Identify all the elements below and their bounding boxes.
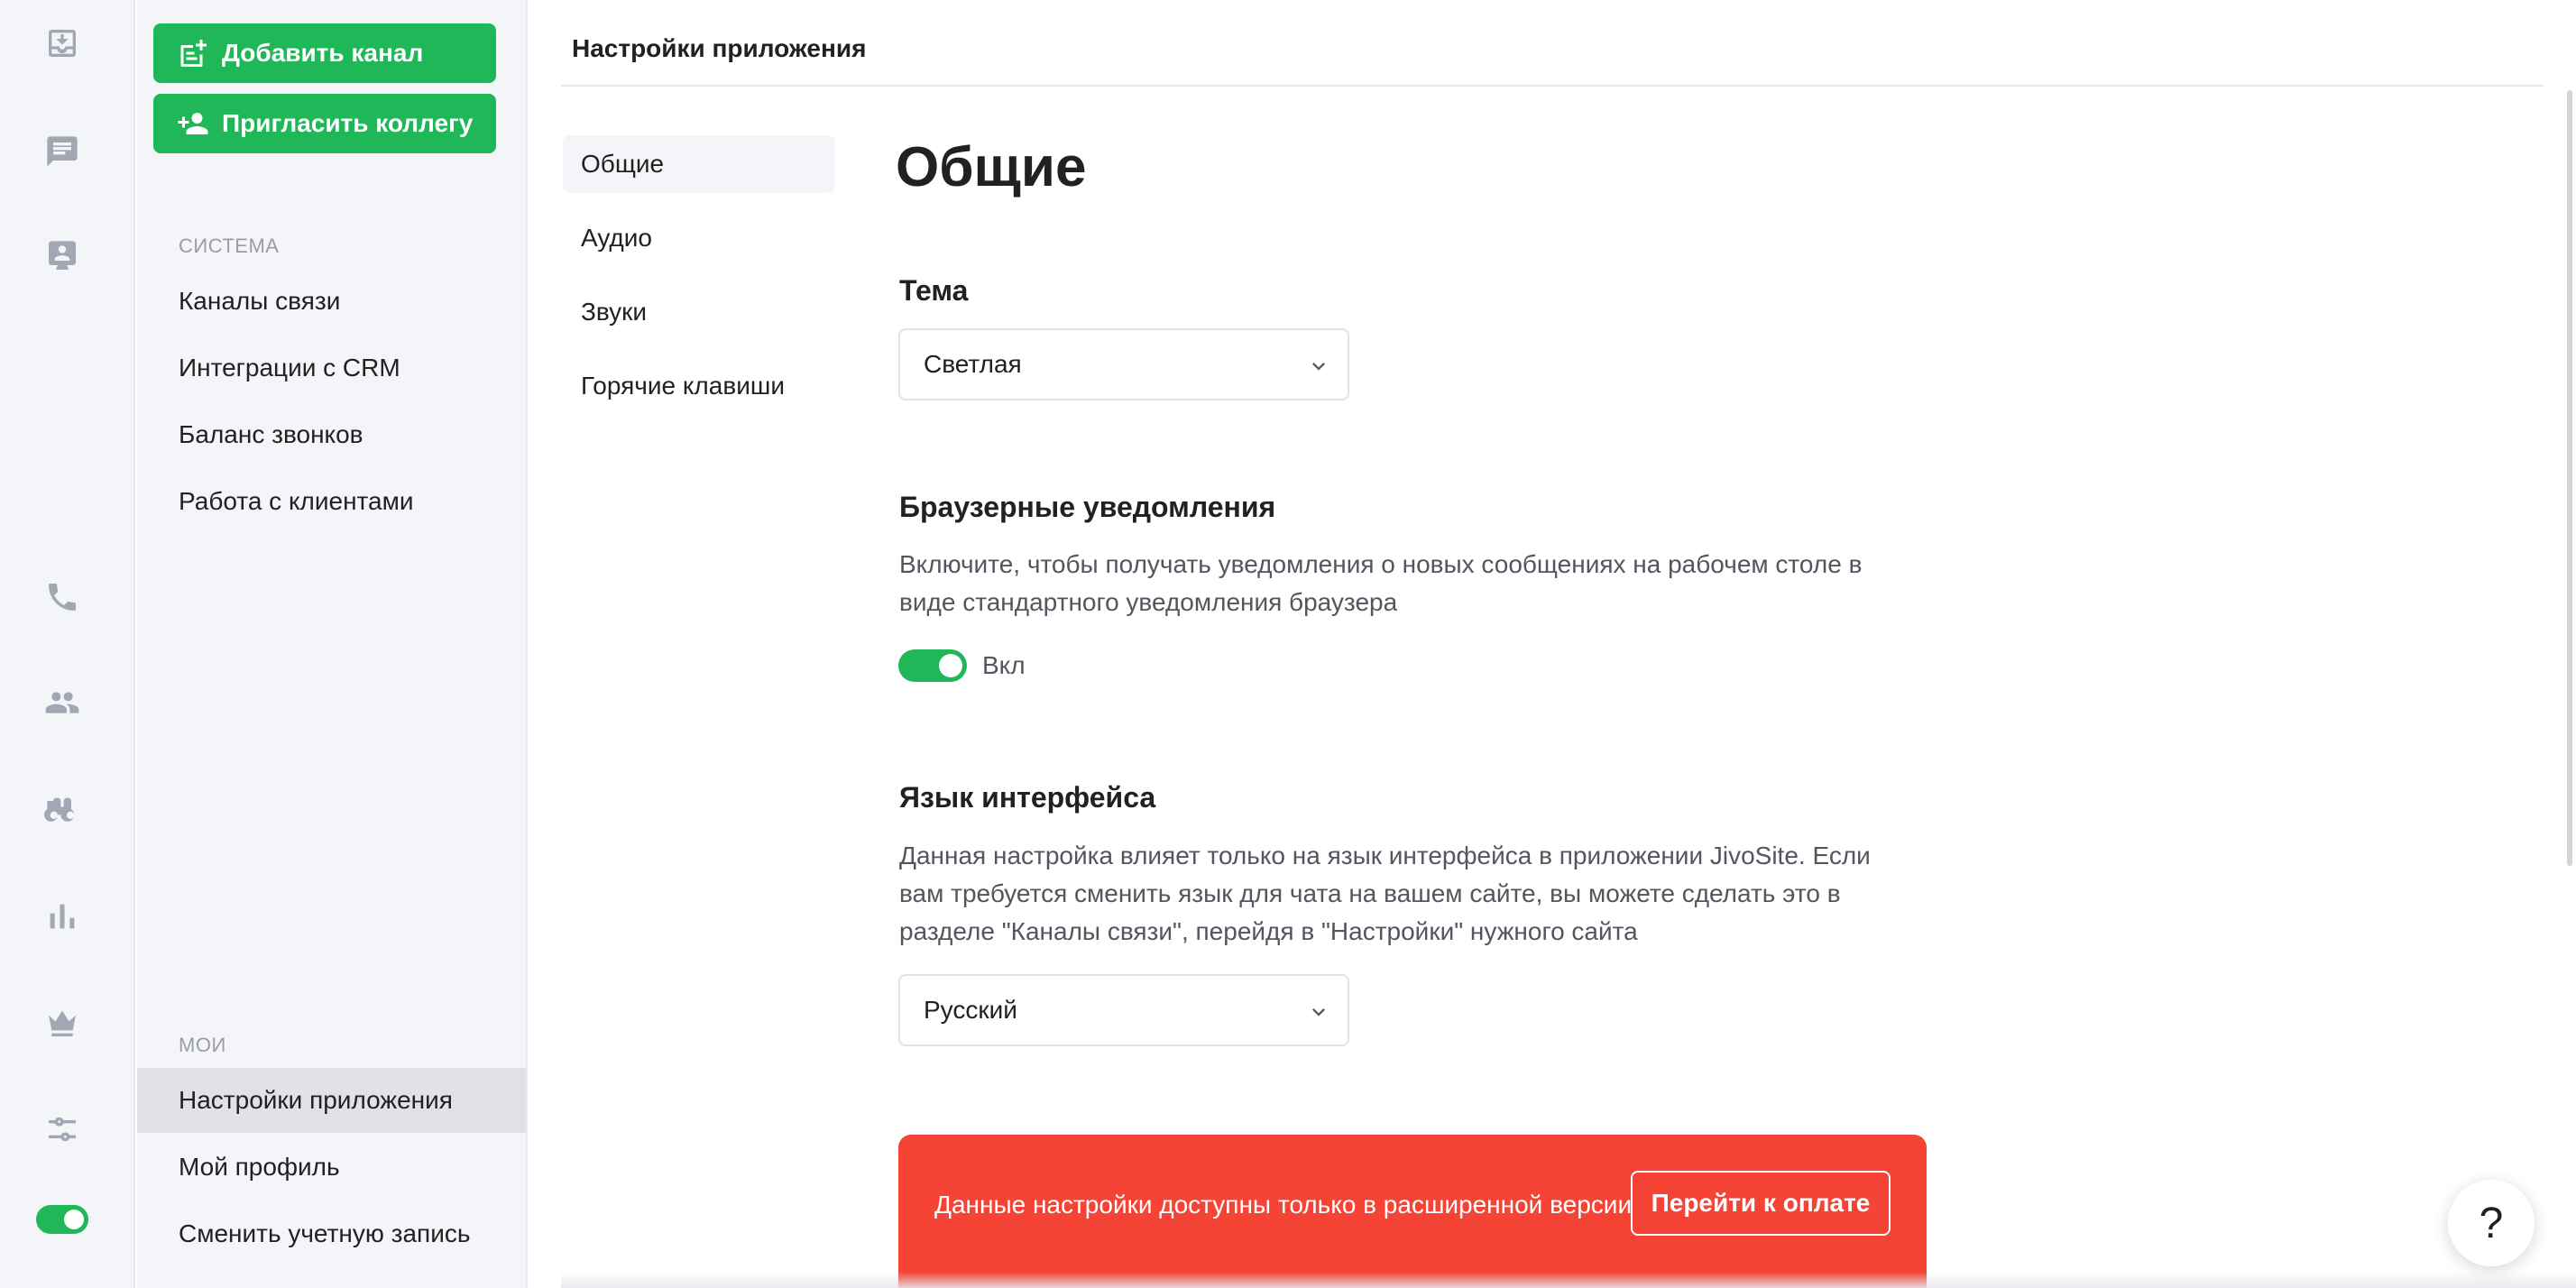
system-section-title: СИСТЕМА <box>179 235 280 257</box>
sidebar-item-app-settings[interactable]: Настройки приложения <box>137 1068 526 1133</box>
notifications-toggle-label: Вкл <box>982 651 1026 679</box>
sidebar-item-client-work[interactable]: Работа с клиентами <box>179 487 414 515</box>
notifications-toggle[interactable] <box>898 649 967 682</box>
invite-colleague-button[interactable] <box>153 94 496 153</box>
icon-rail <box>0 0 135 1288</box>
help-button[interactable]: ? <box>2448 1180 2535 1266</box>
add-channel-label: Добавить канал <box>222 39 424 67</box>
mine-section-title: МОИ <box>179 1034 226 1056</box>
theme-heading: Тема <box>899 274 969 307</box>
language-heading: Язык интерфейса <box>899 781 1156 814</box>
subnav-hotkeys[interactable]: Горячие клавиши <box>581 372 785 400</box>
binoculars-icon[interactable] <box>37 785 87 835</box>
chevron-down-icon <box>1306 354 1331 379</box>
team-icon[interactable] <box>37 677 87 728</box>
inbox-icon[interactable] <box>37 18 87 69</box>
chevron-down-icon <box>1306 999 1331 1025</box>
add-channel-icon <box>177 37 209 69</box>
subnav-general[interactable]: Общие <box>563 135 835 193</box>
theme-select[interactable] <box>898 328 1349 400</box>
sidebar-item-call-balance[interactable]: Баланс звонков <box>179 420 363 448</box>
sidebar <box>137 0 528 1288</box>
add-person-icon <box>177 107 209 140</box>
sidebar-item-my-profile[interactable]: Мой профиль <box>179 1153 340 1181</box>
page-header-title: Настройки приложения <box>572 34 867 62</box>
page-header <box>561 0 2544 87</box>
subnav-audio[interactable]: Аудио <box>581 224 652 252</box>
phone-icon[interactable] <box>37 572 87 622</box>
notifications-heading: Браузерные уведомления <box>899 491 1276 523</box>
invite-colleague-label: Пригласить коллегу <box>222 109 474 137</box>
crown-icon[interactable] <box>37 998 87 1048</box>
sidebar-item-crm-integrations[interactable]: Интеграции с CRM <box>179 354 400 382</box>
scrollbar[interactable] <box>2567 90 2572 866</box>
stats-icon[interactable] <box>37 891 87 942</box>
upgrade-banner <box>898 1135 1927 1288</box>
chat-icon[interactable] <box>37 126 87 177</box>
upgrade-banner-text: Данные настройки доступны только в расширенной версии <box>934 1191 1633 1219</box>
status-toggle[interactable] <box>36 1205 88 1234</box>
bottom-fade <box>561 1272 2576 1288</box>
theme-select-value: Светлая <box>924 350 1022 378</box>
language-description: Данная настройка влияет только на язык интерфейса в приложении JivoSite. Если вам требуется сменить язык для чата на вашем сайте, вы можете сделать это в разделе "Каналы связи", перейдя в "Настройки" нужного сайта <box>899 842 1871 945</box>
contact-card-icon[interactable] <box>37 231 87 281</box>
sidebar-item-channels[interactable]: Каналы связи <box>179 287 341 315</box>
sidebar-item-switch-account[interactable]: Сменить учетную запись <box>179 1219 471 1247</box>
subnav-sounds[interactable]: Звуки <box>581 298 648 326</box>
settings-sliders-icon[interactable] <box>37 1104 87 1155</box>
go-to-payment-button[interactable]: Перейти к оплате <box>1631 1171 1891 1236</box>
add-channel-button[interactable] <box>153 23 496 83</box>
page-title: Общие <box>896 136 1087 198</box>
language-select-value: Русский <box>924 996 1017 1024</box>
notifications-description: Включите, чтобы получать уведомления о новых сообщениях на рабочем столе в виде стандартного уведомления браузера <box>899 550 1863 616</box>
language-select[interactable] <box>898 974 1349 1046</box>
